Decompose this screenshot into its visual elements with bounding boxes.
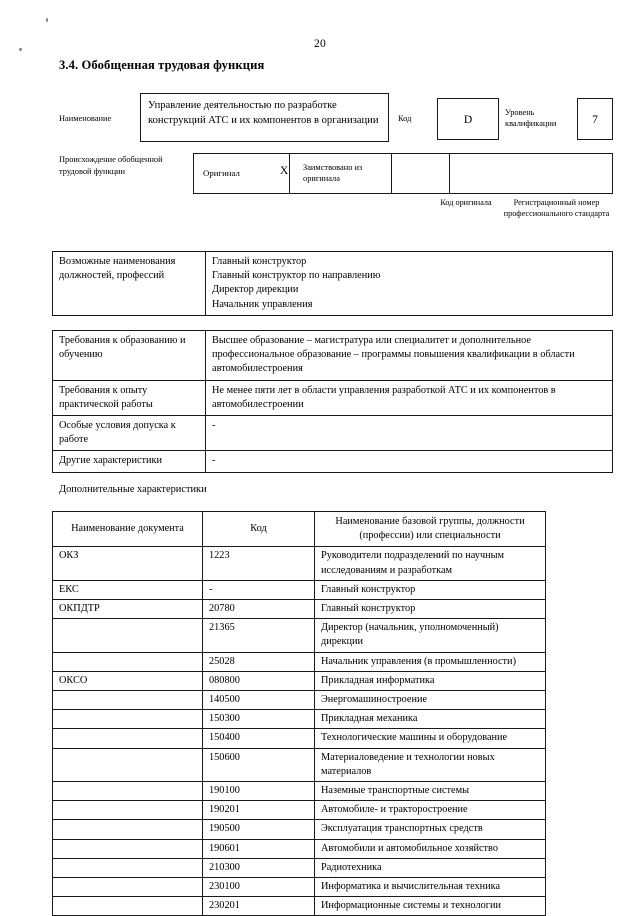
cell-name: Начальник управления (в промышленности): [315, 652, 546, 671]
cell-code: 140500: [203, 691, 315, 710]
cell-name: Руководители подразделений по научным исследованиям и разработкам: [315, 547, 546, 580]
cell-document: [53, 652, 203, 671]
cell-name: Эксплуатация транспортных средств: [315, 820, 546, 839]
list-item: Начальник управления: [212, 298, 313, 310]
table-row: [53, 380, 613, 415]
cell-document: [53, 878, 203, 897]
requirement-value: -: [206, 451, 613, 472]
table-row: [53, 331, 613, 381]
cell-document: [53, 748, 203, 781]
function-name-box: [140, 93, 389, 142]
cell-name: Главный конструктор: [315, 600, 546, 619]
table-row: [53, 782, 546, 801]
cell-name: Директор (начальник, уполномоченный) дирекции: [315, 619, 546, 652]
cell-document: ОКЗ: [53, 547, 203, 580]
table-row: [53, 748, 546, 781]
scan-artifact: [46, 18, 48, 22]
origin-code-caption: Код оригинала: [440, 198, 492, 207]
cell-name: Прикладная механика: [315, 710, 546, 729]
table-row: [53, 252, 613, 316]
requirements-table: [52, 330, 613, 473]
qualification-level-box: [577, 98, 613, 140]
cell-document: [53, 897, 203, 916]
cell-document: ЕКС: [53, 580, 203, 599]
origin-original-mark: X: [280, 165, 289, 177]
cell-document: [53, 619, 203, 652]
table-row: [53, 878, 546, 897]
cell-document: [53, 839, 203, 858]
cell-name: Автомобили и автомобильное хозяйство: [315, 839, 546, 858]
table-row: [53, 416, 613, 451]
cell-document: ОКПДТР: [53, 600, 203, 619]
origin-original-label: Оригинал: [203, 168, 240, 178]
cell-name: Автомобиле- и тракторостроение: [315, 801, 546, 820]
additional-characteristics-heading: Дополнительные характеристики: [59, 484, 207, 495]
cell-document: [53, 820, 203, 839]
name-label: Наименование: [59, 114, 112, 123]
column-header-document: Наименование документа: [53, 512, 203, 547]
cell-code: 190100: [203, 782, 315, 801]
table-header-row: [53, 512, 546, 547]
cell-document: [53, 782, 203, 801]
table-row: [53, 710, 546, 729]
cell-name: Прикладная информатика: [315, 671, 546, 690]
cell-name: Информационные системы и технологии: [315, 897, 546, 916]
registration-number-caption: Регистрационный номер профессионального стандарта: [503, 198, 610, 219]
list-item: Главный конструктор по направлению: [212, 270, 381, 282]
cell-name: Информатика и вычислительная техника: [315, 878, 546, 897]
function-name-value: Управление деятельностью по разработке конструкций АТС и их компонентов в организации: [148, 100, 379, 126]
cell-code: 1223: [203, 547, 315, 580]
table-row: [53, 729, 546, 748]
table-row: [53, 897, 546, 916]
cell-document: ОКСО: [53, 671, 203, 690]
table-row: [53, 547, 546, 580]
requirement-value: -: [206, 416, 613, 451]
cell-name: Энергомашиностроение: [315, 691, 546, 710]
function-code-value: D: [463, 113, 473, 126]
cell-name: Технологические машины и оборудование: [315, 729, 546, 748]
qualification-level-label: Уровень квалификации: [505, 108, 557, 128]
requirement-label: Требования к опыту практической работы: [53, 380, 206, 415]
possible-positions-table: [52, 251, 613, 316]
table-row: [53, 839, 546, 858]
function-code-box: [437, 98, 499, 140]
origin-borrowed-label: Заимствовано из оригинала: [303, 163, 363, 184]
table-row: [53, 600, 546, 619]
table-row: [53, 619, 546, 652]
cell-document: [53, 729, 203, 748]
page-title: 3.4. Обобщенная трудовая функция: [59, 58, 265, 72]
origin-divider-1: [289, 154, 290, 193]
cell-code: 080800: [203, 671, 315, 690]
table-row: [53, 671, 546, 690]
list-item: Главный конструктор: [212, 256, 307, 267]
origin-divider-3: [449, 154, 450, 193]
cell-code: 230201: [203, 897, 315, 916]
column-header-name: Наименование базовой группы, должности (профессии) или специальности: [315, 512, 546, 547]
requirement-value: Высшее образование – магистратура или специалитет и дополнительное профессиональное образование – программы повышения квалификации в области автомобилестроения: [206, 331, 613, 381]
table-row: [53, 691, 546, 710]
cell-code: 230100: [203, 878, 315, 897]
cell-code: 150400: [203, 729, 315, 748]
cell-code: 190201: [203, 801, 315, 820]
table-row: [53, 580, 546, 599]
requirement-label: Требования к образованию и обучению: [53, 331, 206, 381]
requirement-value: Не менее пяти лет в области управления разработкой АТС и их компонентов в автомобилестроении: [206, 380, 613, 415]
cell-code: 190500: [203, 820, 315, 839]
cell-name: Главный конструктор: [315, 580, 546, 599]
table-row: [53, 652, 546, 671]
cell-name: Материаловедение и технологии новых материалов: [315, 748, 546, 781]
page-number: 20: [314, 38, 326, 50]
cell-code: 210300: [203, 858, 315, 877]
table-row: [53, 858, 546, 877]
origin-box: [193, 153, 613, 194]
additional-characteristics-table: [52, 511, 546, 916]
origin-label: Происхождение обобщенной трудовой функции: [59, 155, 163, 177]
cell-name: Наземные транспортные системы: [315, 782, 546, 801]
cell-code: 150300: [203, 710, 315, 729]
cell-code: 21365: [203, 619, 315, 652]
qualification-level-value: 7: [592, 113, 598, 126]
cell-code: 20780: [203, 600, 315, 619]
cell-code: 150600: [203, 748, 315, 781]
requirement-label: Особые условия допуска к работе: [53, 416, 206, 451]
code-label: Код: [398, 114, 412, 123]
cell-code: -: [203, 580, 315, 599]
list-item: Директор дирекции: [212, 284, 299, 296]
possible-positions-label: Возможные наименования должностей, профессий: [53, 252, 206, 316]
requirement-label: Другие характеристики: [53, 451, 206, 472]
cell-code: 190601: [203, 839, 315, 858]
cell-name: Радиотехника: [315, 858, 546, 877]
cell-document: [53, 858, 203, 877]
column-header-code: Код: [203, 512, 315, 547]
table-row: [53, 451, 613, 472]
table-row: [53, 801, 546, 820]
cell-document: [53, 801, 203, 820]
cell-code: 25028: [203, 652, 315, 671]
cell-document: [53, 691, 203, 710]
cell-document: [53, 710, 203, 729]
possible-positions-values: [206, 252, 613, 316]
table-row: [53, 820, 546, 839]
